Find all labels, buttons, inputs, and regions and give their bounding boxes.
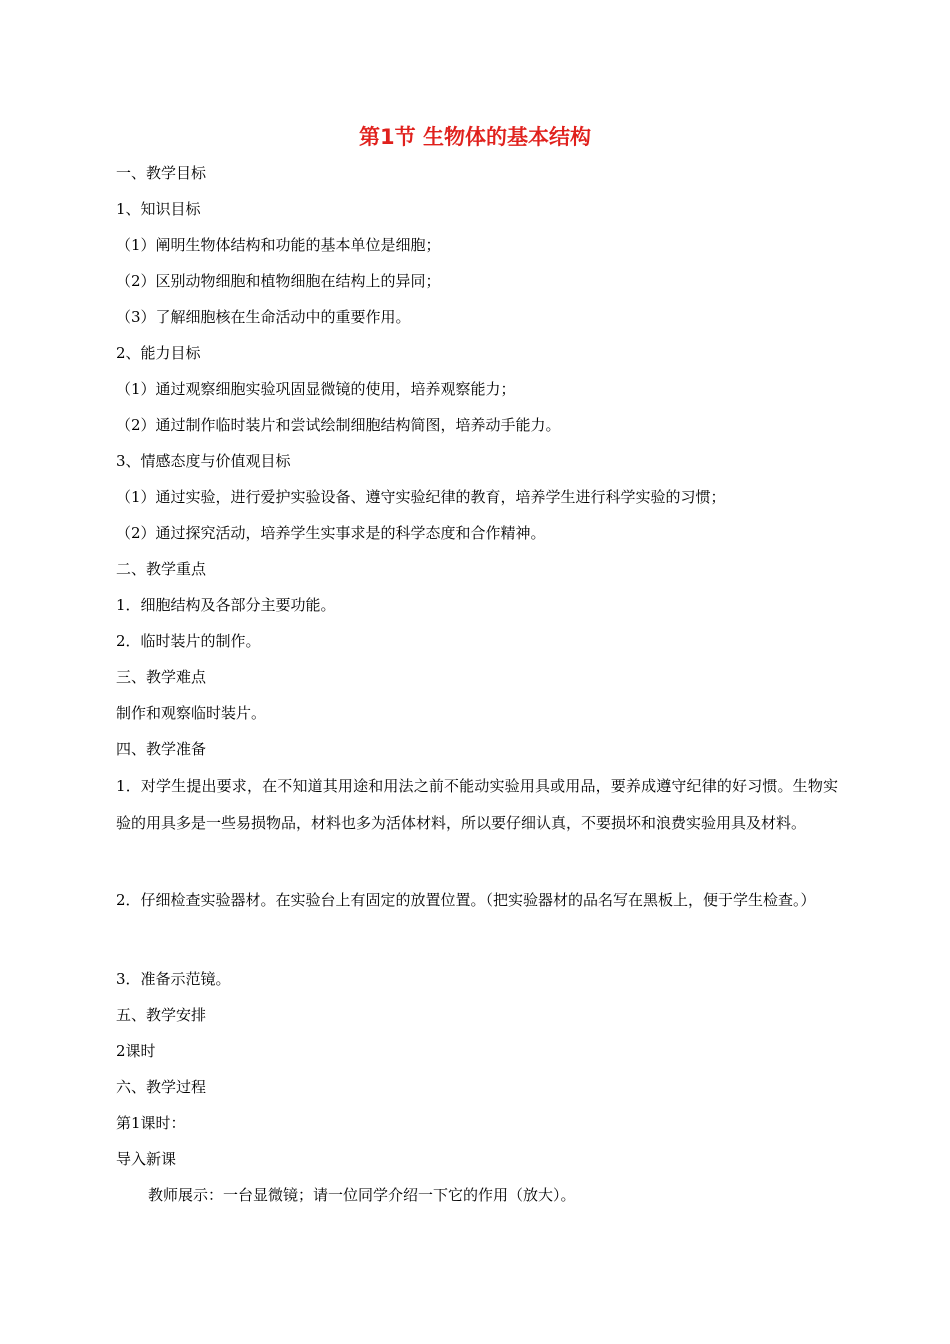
heading-process: 六、教学过程 — [116, 1078, 207, 1096]
list-item: （3）了解细胞核在生命活动中的重要作用。 — [116, 308, 411, 326]
page-title: 第1节 生物体的基本结构 — [359, 125, 591, 149]
list-item: 3．准备示范镜。 — [116, 970, 231, 988]
subheading-ability: 2、能力目标 — [116, 344, 201, 362]
list-item: （2）区别动物细胞和植物细胞在结构上的异同； — [116, 272, 441, 290]
paragraph: 导入新课 — [116, 1150, 177, 1168]
subheading-attitude: 3、情感态度与价值观目标 — [116, 452, 291, 470]
list-item: （1）通过实验，进行爱护实验设备、遵守实验纪律的教育，培养学生进行科学实验的习惯； — [116, 488, 726, 506]
list-item: 1．细胞结构及各部分主要功能。 — [116, 596, 336, 614]
heading-teaching-goals: 一、教学目标 — [116, 164, 207, 182]
paragraph: 第1课时： — [116, 1114, 186, 1132]
paragraph: 教师展示：一台显微镜；请一位同学介绍一下它的作用（放大）。 — [148, 1186, 576, 1204]
paragraph-prep-1: 1．对学生提出要求，在不知道其用途和用法之前不能动实验用具或用品，要养成遵守纪律的好习惯。生物实验的用具多是一些易损物品，材料也多为活体材料，所以要仔细认真，不要损坏和浪费实验用具及材料。 — [116, 777, 838, 832]
list-item: 2．临时装片的制作。 — [116, 632, 261, 650]
heading-preparation: 四、教学准备 — [116, 740, 207, 758]
subheading-knowledge: 1、知识目标 — [116, 200, 201, 218]
list-item: （2）通过探究活动，培养学生实事求是的科学态度和合作精神。 — [116, 524, 546, 542]
paragraph: 制作和观察临时装片。 — [116, 704, 267, 722]
paragraph: 2课时 — [116, 1042, 156, 1060]
heading-key-points: 二、教学重点 — [116, 560, 207, 578]
heading-difficulties: 三、教学难点 — [116, 668, 207, 686]
list-item: （1）通过观察细胞实验巩固显微镜的使用，培养观察能力； — [116, 380, 516, 398]
list-item: （1）阐明生物体结构和功能的基本单位是细胞； — [116, 236, 441, 254]
list-item: （2）通过制作临时装片和尝试绘制细胞结构简图，培养动手能力。 — [116, 416, 561, 434]
paragraph-prep-2: 2．仔细检查实验器材。在实验台上有固定的放置位置。（把实验器材的品名写在黑板上，便于学生检查。） — [116, 891, 816, 909]
heading-arrangement: 五、教学安排 — [116, 1006, 207, 1024]
